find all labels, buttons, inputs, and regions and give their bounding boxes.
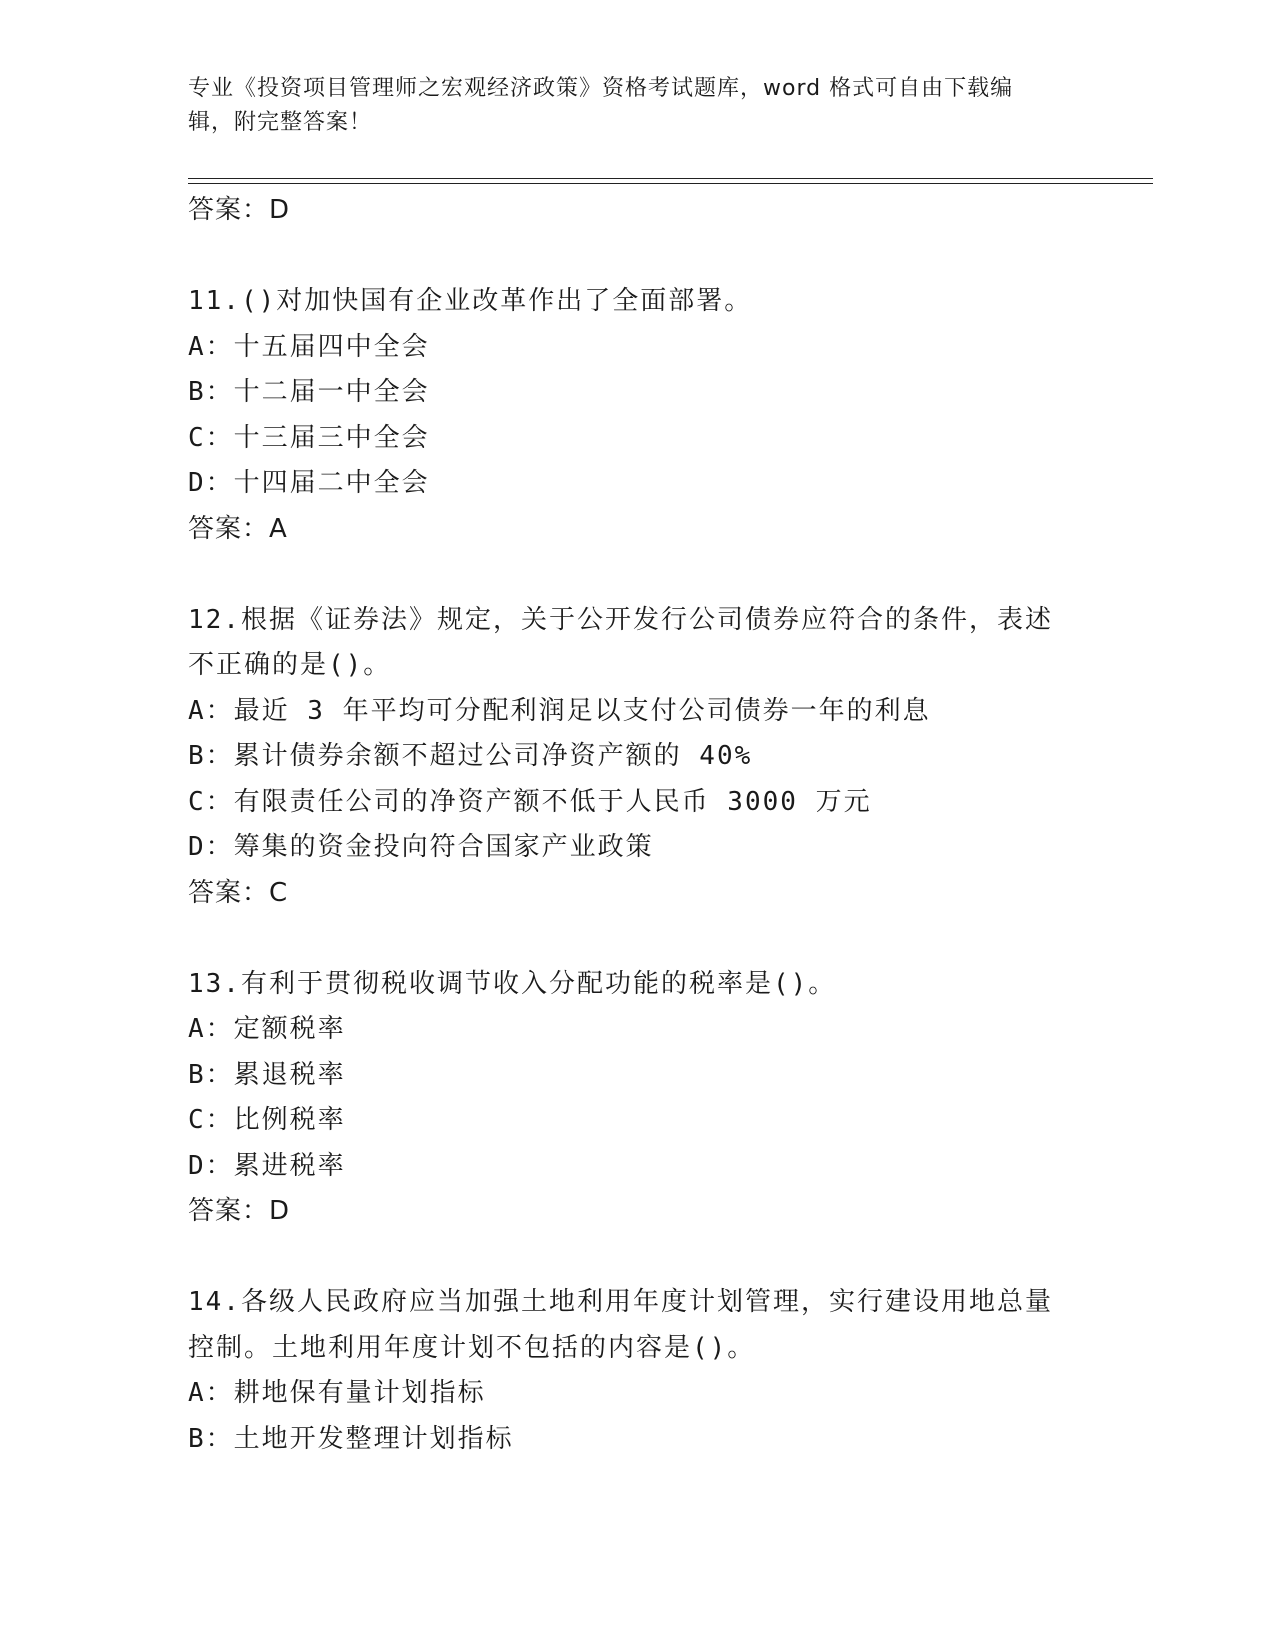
- answer-line: 答案：A: [188, 513, 288, 544]
- option-d: D：累进税率: [188, 1150, 346, 1181]
- question-stem: 13.有利于贯彻税收调节收入分配功能的税率是()。: [188, 968, 837, 999]
- option-d: D：筹集的资金投向符合国家产业政策: [188, 832, 654, 862]
- question-stem: 11.()对加快国有企业改革作出了全面部署。: [188, 286, 753, 316]
- header-line-1: 专业《投资项目管理师之宏观经济政策》资格考试题库，word 格式可自由下载编: [188, 76, 1014, 101]
- option-a: A：十五届四中全会: [188, 331, 430, 362]
- answer-line: 答案：D: [188, 195, 291, 225]
- header-line-2: 辑，附完整答案！: [188, 110, 373, 135]
- question-stem: 12.根据《证券法》规定，关于公开发行公司债券应符合的条件，表述: [188, 604, 1053, 635]
- option-a: A：耕地保有量计划指标: [188, 1378, 486, 1408]
- option-a: A：最近 3 年平均可分配利润足以支付公司债券一年的利息: [188, 695, 931, 726]
- option-c: C：十三届三中全会: [188, 422, 430, 453]
- question-stem-continued: 不正确的是()。: [188, 650, 392, 680]
- answer-line: 答案：D: [188, 1196, 291, 1226]
- answer-line: 答案：C: [188, 877, 289, 908]
- document-header: [188, 72, 1068, 140]
- header-rule-top: [188, 178, 1153, 179]
- option-c: C：有限责任公司的净资产额不低于人民币 3000 万元: [188, 786, 872, 817]
- option-c: C：比例税率: [188, 1105, 346, 1135]
- option-d: D：十四届二中全会: [188, 468, 430, 498]
- option-a: A：定额税率: [188, 1014, 346, 1044]
- option-b: B：土地开发整理计划指标: [188, 1423, 514, 1454]
- question-stem: 14.各级人民政府应当加强土地利用年度计划管理，实行建设用地总量: [188, 1287, 1053, 1317]
- question-list: [188, 188, 1088, 1462]
- option-b: B：累退税率: [188, 1059, 346, 1090]
- option-b: B：十二届一中全会: [188, 377, 430, 407]
- header-rule-bottom: [188, 183, 1153, 184]
- option-b: B：累计债券余额不超过公司净资产额的 40%: [188, 741, 753, 771]
- question-stem-continued: 控制。土地利用年度计划不包括的内容是()。: [188, 1332, 756, 1363]
